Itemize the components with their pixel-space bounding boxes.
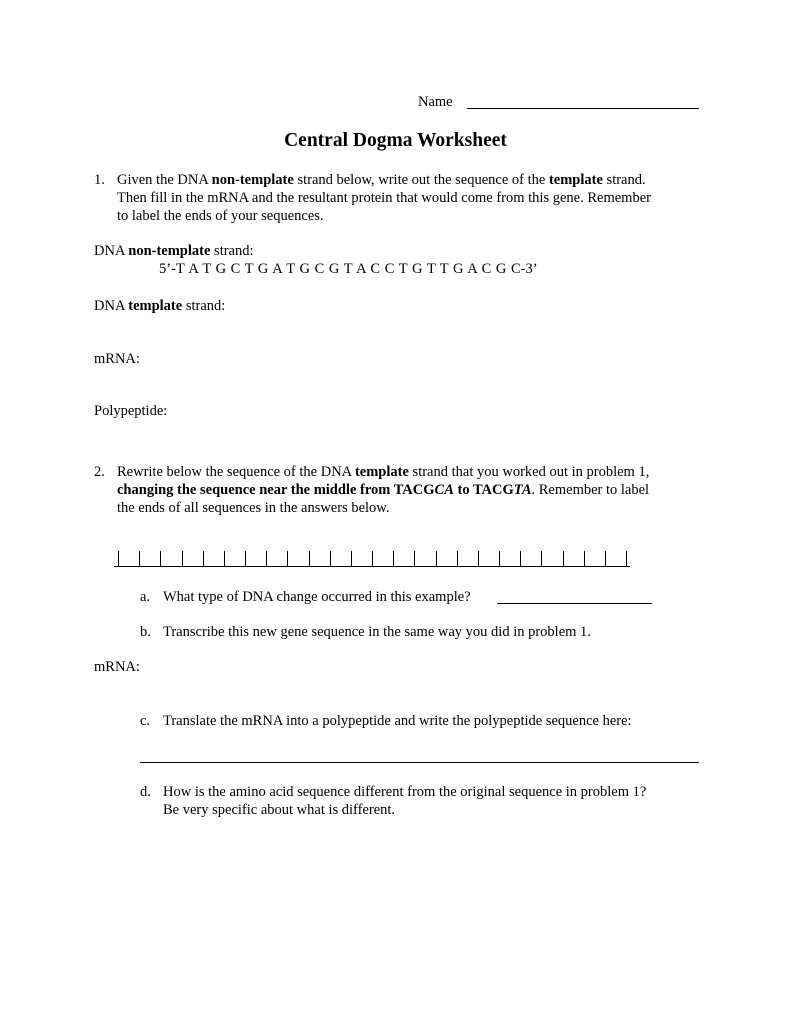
sequence-tick	[563, 551, 564, 566]
sequence-tick	[520, 551, 521, 566]
q2d-letter: d.	[140, 784, 151, 800]
q2c-text: Translate the mRNA into a polypeptide and write the polypeptide sequence here:	[163, 713, 632, 729]
sequence-tick	[626, 551, 627, 566]
sequence-tick	[139, 551, 140, 566]
q2-line2: changing the sequence near the middle from TACGCA to TACGTA. Remember to label	[117, 482, 650, 498]
q2a-letter: a.	[140, 589, 151, 605]
tick-baseline	[114, 566, 630, 567]
q2a-blank[interactable]	[497, 603, 652, 604]
sequence-tick	[351, 551, 352, 566]
q2b-text: Transcribe this new gene sequence in the same way you did in problem 1.	[163, 624, 591, 640]
sequence-tick	[436, 551, 437, 566]
sequence-tick	[478, 551, 479, 566]
sequence-tick	[309, 551, 310, 566]
sequence-tick	[457, 551, 458, 566]
q1-number: 1.	[94, 172, 105, 188]
template-label: DNA template strand:	[94, 298, 226, 314]
q1-line2: Then fill in the mRNA and the resultant protein that would come from this gene. Remember	[117, 190, 651, 206]
q2b-letter: b.	[140, 624, 151, 640]
q2c-letter: c.	[140, 713, 151, 729]
nontemplate-label: DNA non-template strand:	[94, 243, 254, 259]
sequence-tick	[499, 551, 500, 566]
page-title: Central Dogma Worksheet	[284, 130, 507, 151]
sequence-tick	[372, 551, 373, 566]
sequence-tick	[584, 551, 585, 566]
q1-mrna-label: mRNA:	[94, 351, 140, 367]
sequence-tick	[245, 551, 246, 566]
sequence-tick	[393, 551, 394, 566]
name-label: Name	[418, 94, 453, 110]
sequence-tick	[203, 551, 204, 566]
sequence-tick	[160, 551, 161, 566]
sequence-tick	[414, 551, 415, 566]
name-blank[interactable]	[467, 108, 699, 109]
dna-sequence: 5’-T A T G C T G A T G C G T A C C T G T T G A C G C-3’	[159, 261, 538, 277]
q1-line1: Given the DNA non-template strand below, write out the sequence of the template strand.	[117, 172, 646, 188]
sequence-tick	[605, 551, 606, 566]
sequence-tick	[287, 551, 288, 566]
sequence-tick	[266, 551, 267, 566]
q2c-answer-line[interactable]	[140, 762, 699, 763]
q2-line1: Rewrite below the sequence of the DNA template strand that you worked out in problem 1,	[117, 464, 650, 480]
q2d-line1: How is the amino acid sequence different from the original sequence in problem 1?	[163, 784, 647, 800]
q1-line3: to label the ends of your sequences.	[117, 208, 324, 224]
name-field	[418, 93, 453, 111]
sequence-tick	[118, 551, 119, 566]
q2-number: 2.	[94, 464, 105, 480]
q2-line3: the ends of all sequences in the answers below.	[117, 500, 390, 516]
sequence-tick	[182, 551, 183, 566]
q2d-line2: Be very specific about what is different.	[163, 802, 396, 818]
q2a-text: What type of DNA change occurred in this example?	[163, 589, 471, 605]
polypeptide-label: Polypeptide:	[94, 403, 168, 419]
sequence-tick	[224, 551, 225, 566]
sequence-tick	[330, 551, 331, 566]
sequence-answer-line[interactable]	[114, 549, 630, 567]
q2-mrna-label: mRNA:	[94, 659, 140, 675]
sequence-tick	[541, 551, 542, 566]
